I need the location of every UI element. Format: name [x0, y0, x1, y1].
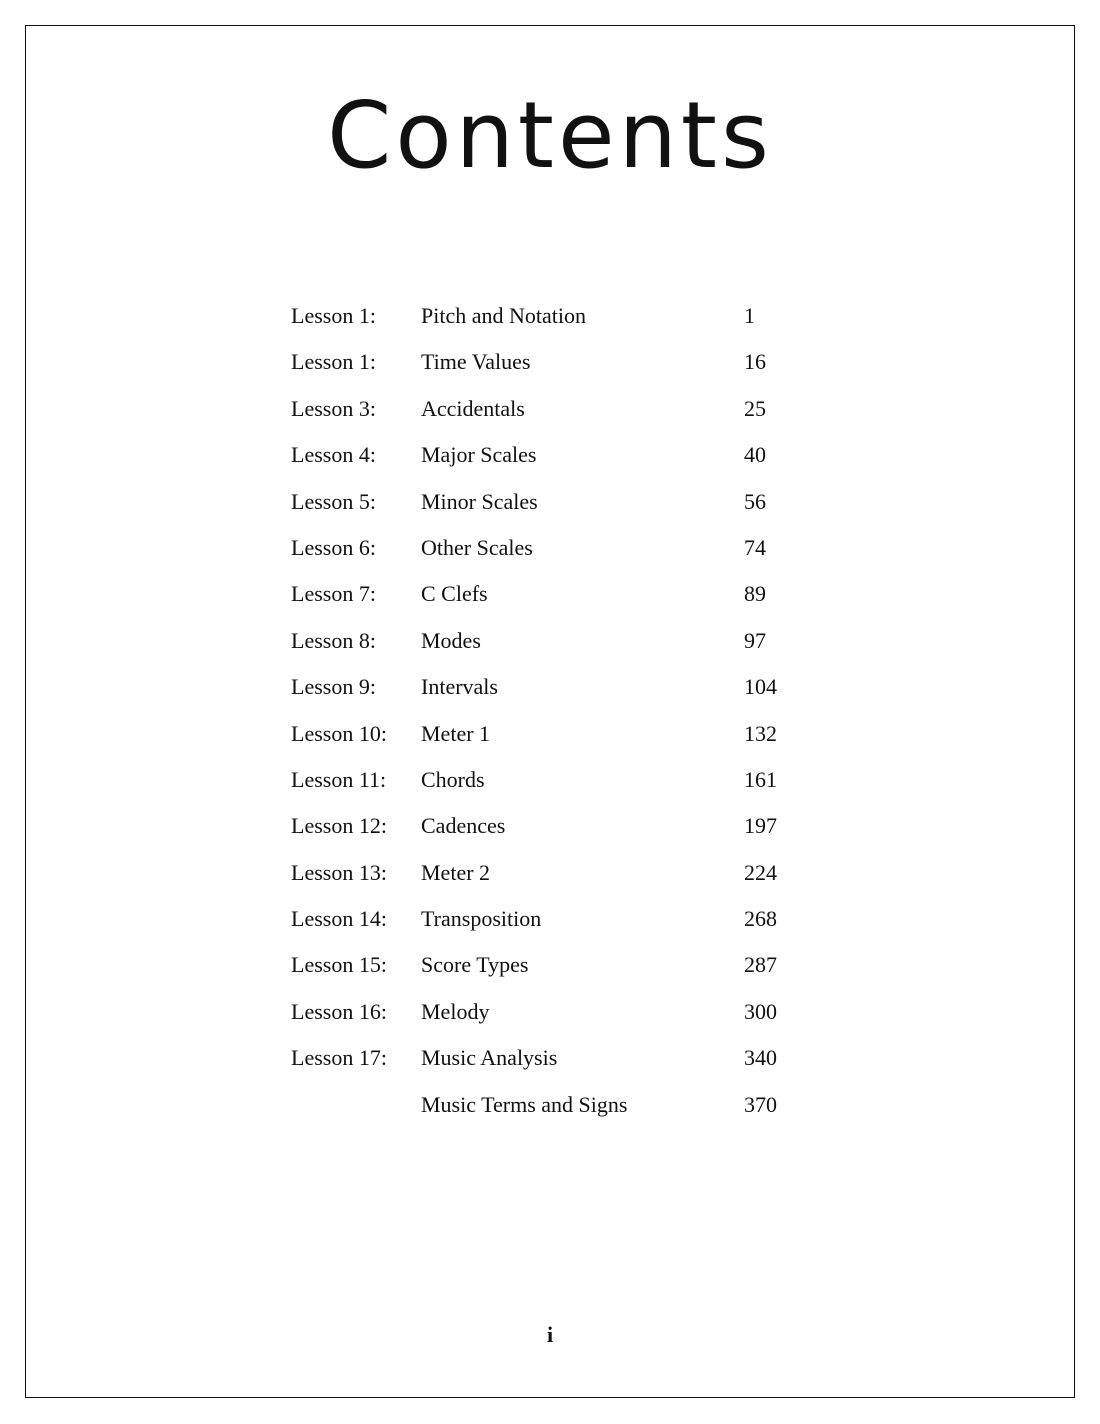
page-border — [25, 25, 1075, 1398]
topic-title: Accidentals — [421, 395, 525, 421]
topic-title: Modes — [421, 627, 481, 653]
page-ref: 16 — [744, 349, 766, 375]
topic-title: Melody — [421, 998, 490, 1024]
page-ref: 74 — [744, 534, 766, 560]
topic-title: Major Scales — [421, 442, 537, 468]
page-ref: 89 — [744, 581, 766, 607]
page-ref: 25 — [744, 395, 766, 421]
lesson-label: Lesson 1: — [291, 349, 376, 375]
lesson-label: Lesson 7: — [291, 581, 376, 607]
topic-title: Score Types — [421, 952, 529, 978]
lesson-label: Lesson 14: — [291, 906, 387, 932]
page-ref: 56 — [744, 488, 766, 514]
page-ref: 370 — [744, 1091, 777, 1117]
page-ref: 1 — [744, 303, 755, 328]
page-ref: 97 — [744, 627, 766, 653]
topic-title: Time Values — [421, 349, 531, 375]
page-ref: 340 — [744, 1045, 777, 1071]
lesson-label: Lesson 9: — [291, 674, 376, 700]
page-ref: 132 — [744, 720, 777, 746]
page-ref: 287 — [744, 952, 777, 978]
topic-title: Transposition — [421, 906, 542, 932]
lesson-label: Lesson 16: — [291, 998, 387, 1024]
page-number: i — [546, 1322, 554, 1347]
lesson-label: Lesson 12: — [291, 813, 387, 839]
lesson-label: Lesson 13: — [291, 859, 387, 885]
page-ref: 161 — [744, 766, 777, 792]
lesson-label: Lesson 15: — [291, 952, 387, 978]
topic-title: Meter 1 — [421, 720, 491, 746]
page-ref: 40 — [744, 442, 766, 468]
page-ref: 300 — [744, 998, 777, 1024]
topic-title: Meter 2 — [421, 859, 491, 885]
page-title: Contents — [327, 82, 773, 189]
topic-title: Minor Scales — [421, 488, 538, 514]
topic-title: Music Terms and Signs — [421, 1091, 628, 1117]
lesson-label: Lesson 6: — [291, 534, 376, 560]
lesson-label: Lesson 11: — [291, 766, 387, 792]
lesson-label: Lesson 1: — [291, 303, 376, 328]
topic-title: C Clefs — [421, 581, 488, 607]
page-ref: 224 — [744, 859, 777, 885]
topic-title: Other Scales — [421, 534, 533, 560]
lesson-label: Lesson 8: — [291, 627, 376, 653]
lesson-label: Lesson 3: — [291, 395, 376, 421]
topic-title: Music Analysis — [421, 1045, 558, 1071]
topic-title: Chords — [421, 766, 485, 792]
lesson-label: Lesson 5: — [291, 488, 376, 514]
page-ref: 268 — [744, 906, 777, 932]
lesson-label: Lesson 17: — [291, 1045, 387, 1071]
lesson-label: Lesson 10: — [291, 720, 387, 746]
topic-title: Cadences — [421, 813, 506, 839]
topic-title: Intervals — [421, 674, 498, 700]
lesson-label: Lesson 4: — [291, 442, 376, 468]
page-ref: 104 — [744, 674, 777, 700]
page-ref: 197 — [744, 813, 777, 839]
topic-title: Pitch and Notation — [421, 303, 586, 328]
